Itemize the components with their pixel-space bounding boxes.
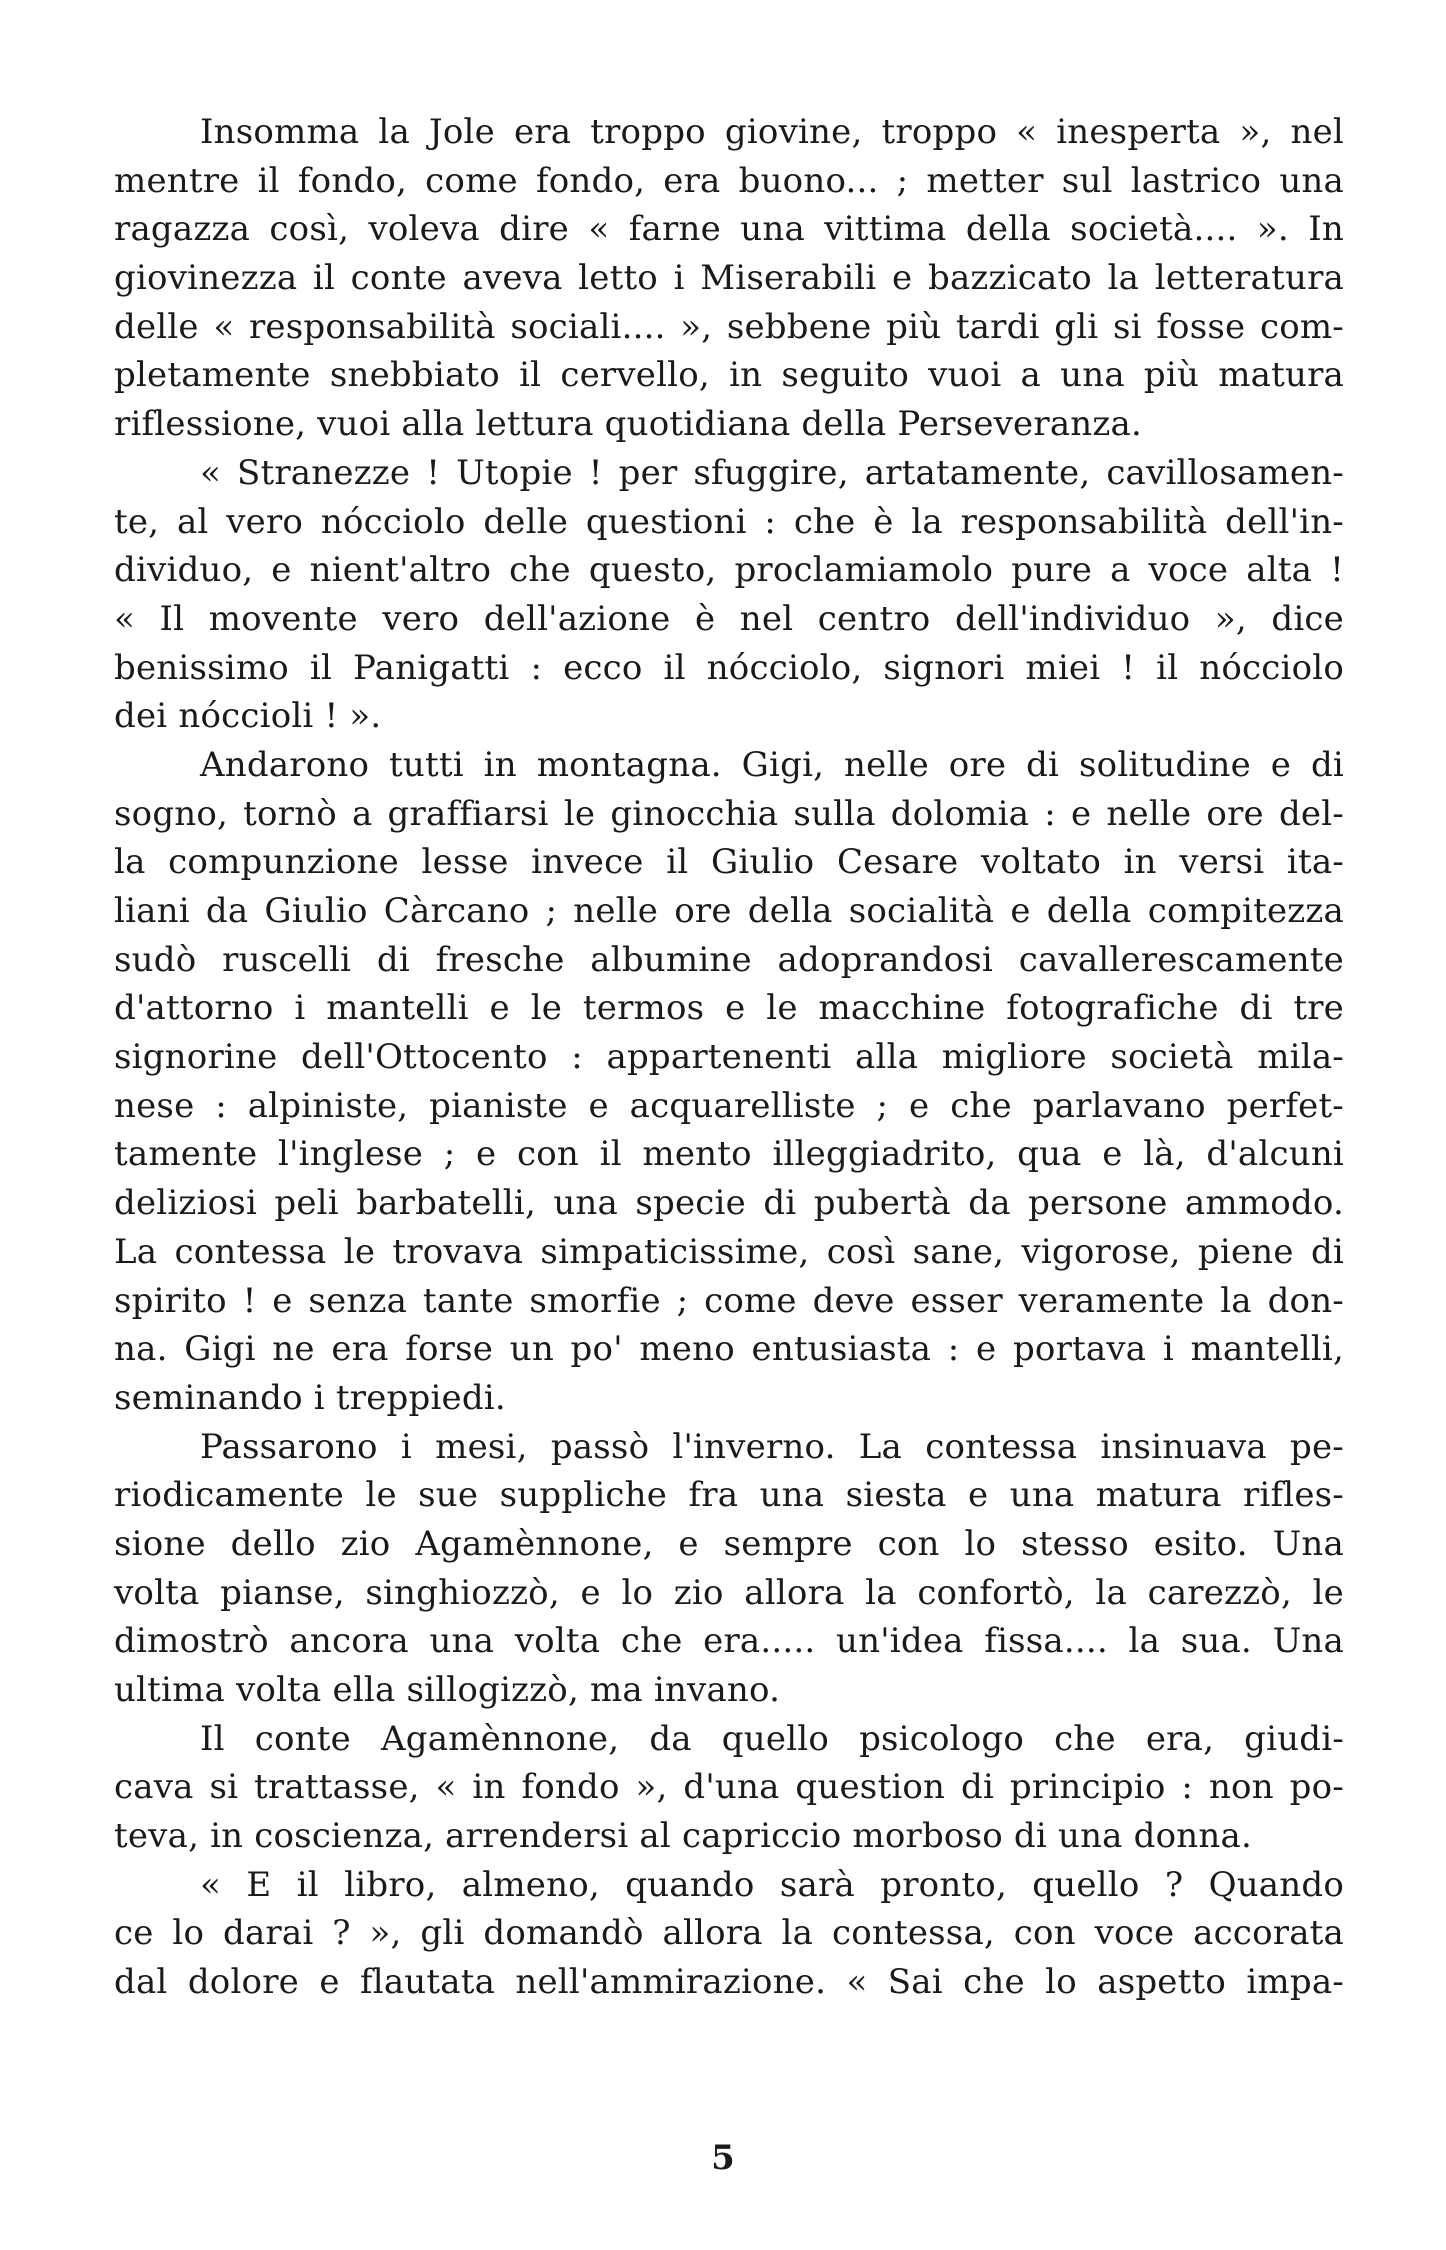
text-line-13: dei nóccioli ! ». — [114, 696, 382, 737]
text-line-21: nese : alpiniste, pianiste e acquarelliste ; e che parlavano perfet- — [114, 1085, 1344, 1126]
text-line-30: sione dello zio Agamènnone, e sempre con lo stesso esito. Una — [114, 1523, 1344, 1564]
text-line-10: dividuo, e nient'altro che questo, proclamiamolo pure a voce alta ! — [114, 550, 1344, 591]
text-line-19: d'attorno i mantelli e le termos e le macchine fotografiche di tre — [114, 988, 1344, 1029]
text-line-18: sudò ruscelli di fresche albumine adoprandosi cavallerescamente — [114, 939, 1344, 980]
text-line-20: signorine dell'Ottocento : appartenenti alla migliore società mila- — [114, 1037, 1344, 1078]
text-line-29: riodicamente le sue suppliche fra una siesta e una matura rifles- — [114, 1475, 1344, 1516]
text-line-22: tamente l'inglese ; e con il mento illeggiadrito, qua e là, d'alcuni — [114, 1134, 1344, 1175]
text-line-28: Passarono i mesi, passò l'inverno. La contessa insinuava pe- — [200, 1426, 1344, 1467]
text-line-27: seminando i treppiedi. — [114, 1377, 506, 1418]
text-line-8: « Stranezze ! Utopie ! per sfuggire, artatamente, cavillosamen- — [200, 452, 1344, 493]
text-line-7: riflessione, vuoi alla lettura quotidiana della Perseveranza. — [114, 404, 1142, 445]
text-line-12: benissimo il Panigatti : ecco il nócciolo, signori miei ! il nócciolo — [114, 647, 1344, 688]
text-line-39: dal dolore e flautata nell'ammirazione. « Sai che lo aspetto impa- — [114, 1962, 1344, 2003]
text-line-32: dimostrò ancora una volta che era..... un'idea fissa.... la sua. Una — [114, 1621, 1344, 1662]
text-line-23: deliziosi peli barbatelli, una specie di pubertà da persone ammodo. — [114, 1183, 1344, 1224]
text-line-25: spirito ! e senza tante smorfie ; come deve esser veramente la don- — [114, 1280, 1344, 1321]
text-line-15: sogno, tornò a graffiarsi le ginocchia sulla dolomia : e nelle ore del- — [114, 793, 1344, 834]
text-line-16: la compunzione lesse invece il Giulio Cesare voltato in versi ita- — [114, 842, 1344, 883]
text-line-34: Il conte Agamènnone, da quello psicologo che era, giudi- — [200, 1718, 1344, 1759]
text-line-26: na. Gigi ne era forse un po' meno entusiasta : e portava i mantelli, — [114, 1329, 1344, 1370]
text-line-36: teva, in coscienza, arrendersi al capriccio morboso di una donna. — [114, 1816, 1252, 1857]
text-line-1: Insomma la Jole era troppo giovine, troppo « inesperta », nel — [200, 112, 1344, 152]
page-number: 5 — [711, 2138, 735, 2178]
text-line-24: La contessa le trovava simpaticissime, così sane, vigorose, piene di — [114, 1231, 1344, 1272]
text-line-14: Andarono tutti in montagna. Gigi, nelle ore di solitudine e di — [200, 744, 1344, 785]
text-line-2: mentre il fondo, come fondo, era buono... ; metter sul lastrico una — [114, 160, 1344, 201]
text-line-35: cava si trattasse, « in fondo », d'una question di principio : non po- — [114, 1767, 1344, 1808]
body-text — [114, 108, 1344, 2007]
text-line-5: delle « responsabilità sociali.... », sebbene più tardi gli si fosse com- — [114, 306, 1344, 347]
text-line-33: ultima volta ella sillogizzò, ma invano. — [114, 1670, 781, 1710]
text-line-17: liani da Giulio Càrcano ; nelle ore della socialità e della compitezza — [114, 891, 1344, 931]
text-line-38: ce lo darai ? », gli domandò allora la contessa, con voce accorata — [114, 1913, 1344, 1954]
text-line-9: te, al vero nócciolo delle questioni : che è la responsabilità dell'in- — [114, 501, 1344, 542]
text-line-11: « Il movente vero dell'azione è nel centro dell'individuo », dice — [114, 598, 1344, 639]
text-line-37: « E il libro, almeno, quando sarà pronto, quello ? Quando — [200, 1864, 1344, 1905]
text-line-31: volta pianse, singhiozzò, e lo zio allora la confortò, la carezzò, le — [114, 1572, 1344, 1613]
text-line-6: pletamente snebbiato il cervello, in seguito vuoi a una più matura — [114, 355, 1344, 396]
text-line-3: ragazza così, voleva dire « farne una vittima della società.... ». In — [114, 209, 1344, 250]
text-line-4: giovinezza il conte aveva letto i Miserabili e bazzicato la letteratura — [114, 258, 1344, 299]
